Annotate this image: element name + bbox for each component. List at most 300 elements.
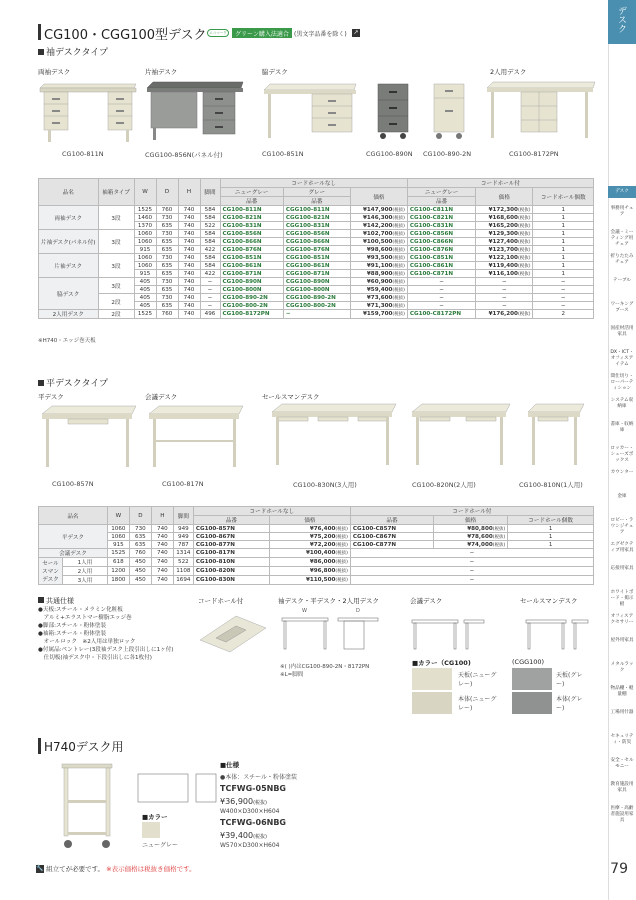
table-cell: CGG100-861N — [283, 262, 350, 270]
desk-image-kaigi — [145, 400, 245, 472]
desk-image-2nin — [485, 78, 597, 146]
table1-note: ※H740・エッジ巻天板 — [38, 338, 96, 344]
wagon-dims-drawing — [134, 760, 224, 814]
spec-line: アルミ+エラストマー樹脂エッジ巻 — [38, 615, 132, 621]
sidebar-item[interactable]: 折りたたみチェア — [610, 254, 634, 265]
th2-h: H — [151, 507, 173, 525]
table-row — [39, 294, 594, 302]
desk-image-salesman-2 — [408, 400, 512, 472]
table-cell: 片袖デスク(パネル付) — [39, 230, 99, 254]
sidebar-item[interactable]: 安全・セルモニー — [610, 758, 634, 769]
table-cell: CGG100-856N — [283, 230, 350, 238]
table-cell: CG100-800N — [220, 286, 283, 294]
table-cell: 1 — [533, 262, 594, 270]
table-cell: 1060 — [134, 262, 156, 270]
table-cell: 1525 — [107, 549, 129, 558]
table-cell: 3段 — [98, 206, 134, 230]
th-kyakukan: 脚間 — [200, 179, 220, 206]
tax-label: (税抜) — [517, 207, 531, 213]
sidebar-item[interactable]: ホワイトボード・掲示板 — [610, 590, 634, 607]
table-cell: 915 — [134, 270, 156, 278]
table-cell: 740 — [151, 576, 173, 585]
tax-label: (税抜) — [392, 303, 405, 309]
table-cell: 片袖デスク — [39, 254, 99, 278]
th-hole: コードホール付 — [407, 179, 593, 188]
table-cell: CGG100-831N — [283, 222, 350, 230]
th-code-2: 品番 — [283, 197, 350, 206]
table-cell: ¥102,700(税抜) — [350, 230, 407, 238]
table-cell: 787 — [173, 541, 193, 549]
tax-label: (税抜) — [517, 231, 531, 237]
table-cell: CGG100-866N — [283, 238, 350, 246]
table-cell: CG100-851N — [220, 254, 283, 262]
sidebar-item[interactable]: エグゼクティブ用家具 — [610, 542, 634, 553]
table-cell: 1200 — [107, 567, 129, 576]
sidebar-item[interactable]: システム収納庫 — [610, 398, 634, 409]
spec-line: ●脚部:スチール・粉体塗装 — [38, 623, 107, 629]
table-cell: CG100-C851N — [407, 254, 475, 262]
table-cell: CGG100-800N — [283, 286, 350, 294]
table-cell: CG100-C877N — [350, 541, 433, 549]
table-cell: ¥75,200(税抜) — [269, 533, 350, 541]
swatch-gray-top — [512, 668, 552, 690]
eco-mark-logo: エコマーク — [207, 29, 229, 37]
section-title-sode: 袖デスクタイプ — [38, 45, 108, 58]
table-cell: 1460 — [134, 214, 156, 222]
th2-w: W — [107, 507, 129, 525]
table-cell: 1060 — [134, 238, 156, 246]
table-cell: − — [533, 286, 594, 294]
table-cell: CG100-C861N — [407, 262, 475, 270]
assembly-icon: 🔧 — [36, 865, 44, 872]
sidebar-item[interactable]: 医療・高齢者施設用家具 — [610, 806, 634, 823]
table-cell: − — [407, 278, 475, 286]
table-cell: ¥122,100(税抜) — [476, 254, 533, 262]
th2-d: D — [129, 507, 151, 525]
th-h: H — [178, 179, 200, 206]
tax-label: (税抜) — [392, 215, 405, 221]
table-cell: CG100-890-2N — [220, 294, 283, 302]
table-cell: CG100-877N — [193, 541, 269, 549]
sidebar-item[interactable]: カウンター — [610, 470, 634, 475]
th-name: 品名 — [39, 179, 99, 206]
table-cell: 422 — [200, 246, 220, 254]
wagon-p2-size: W570×D300×H604 — [220, 842, 280, 849]
table-cell: 1 — [533, 254, 594, 262]
caption-811n: CG100-811N — [62, 150, 104, 158]
label-waki: 脇デスク — [262, 68, 288, 76]
table-row — [39, 278, 594, 286]
table-cell: 635 — [156, 262, 178, 270]
tax-label: (税抜) — [517, 223, 531, 229]
label-katasode: 片袖デスク — [145, 68, 178, 76]
wagon-color-name: ニューグレー — [142, 842, 179, 849]
table-cell: − — [476, 278, 533, 286]
wagon-swatch — [142, 822, 160, 838]
table-cell: CG100-866N — [220, 238, 283, 246]
table-cell: − — [533, 278, 594, 286]
spec-line: 仕切板(袖デスク中・下段引出しに各1枚付) — [38, 655, 152, 661]
sidebar-top-label: デスク — [608, 0, 636, 44]
sidebar-item[interactable]: 書庫・収納庫 — [610, 422, 634, 433]
th2-price-2: 価格 — [434, 516, 508, 525]
table-cell: 915 — [134, 246, 156, 254]
color-label-top2: 天板(グレー) — [556, 672, 583, 688]
table-cell: 2人用デスク — [39, 310, 99, 319]
table-cell: 730 — [156, 294, 178, 302]
table-cell: 2段 — [98, 294, 134, 310]
table-cell: CGG100-890N — [283, 278, 350, 286]
caption-851n: CG100-851N — [262, 150, 304, 158]
sidebar-item[interactable]: 工場用什器 — [610, 710, 634, 715]
table-cell: セールスマンデスク — [39, 558, 63, 585]
table-cell: − — [533, 302, 594, 310]
tax-label: (税抜) — [335, 542, 348, 548]
common-spec-list — [38, 606, 174, 662]
color-title: ■カラー（CG100) — [412, 659, 471, 667]
table-cell: 740 — [151, 567, 173, 576]
table-cell: ¥76,400(税抜) — [269, 525, 350, 533]
table-cell: ¥91,100(税抜) — [350, 262, 407, 270]
color-title-2: (CGG100) — [512, 658, 545, 666]
table-cell: CG100-811N — [220, 206, 283, 214]
swatch-newgray-top — [412, 668, 452, 690]
table-cell: 1 — [508, 525, 594, 533]
sidebar-item[interactable]: ロビー・ラウンジチェア — [610, 518, 634, 535]
table-cell: 1 — [508, 533, 594, 541]
table-cell: 会議デスク — [39, 549, 108, 558]
sidebar-item[interactable]: 教育施設用家具 — [610, 782, 634, 793]
table-cell: ¥98,600(税抜) — [350, 246, 407, 254]
table-cell: − — [476, 294, 533, 302]
table-cell: 740 — [178, 262, 200, 270]
table-cell: 450 — [129, 576, 151, 585]
caption-8172pn: CG100-8172PN — [509, 150, 559, 158]
table-cell: − — [283, 310, 350, 319]
table-cell: 1060 — [107, 525, 129, 533]
common-spec-title: 共通仕様 — [38, 596, 74, 606]
table-cell: 1525 — [134, 206, 156, 214]
color-label-body1: 本体(ニューグレー) — [458, 696, 497, 712]
tax-label: (税抜) — [335, 534, 348, 540]
dims-title: 袖デスク・平デスク・2人用デスク — [278, 597, 379, 605]
table-cell: ¥100,500(税抜) — [350, 238, 407, 246]
table-cell: − — [476, 286, 533, 294]
wagon-spec-body: ●本体：スチール・粉体塗装 — [220, 774, 297, 781]
table-cell: 450 — [129, 558, 151, 567]
dims-drawing-kaigi — [410, 604, 486, 658]
table-cell: 740 — [151, 549, 173, 558]
table-cell: CG100-C871N — [407, 270, 475, 278]
table-cell: CG100-821N — [220, 214, 283, 222]
table-cell: CG100-C867N — [350, 533, 433, 541]
tax-label: (税抜) — [392, 279, 405, 285]
table-cell: 730 — [156, 278, 178, 286]
table-cell: 635 — [129, 533, 151, 541]
tax-label: (税抜) — [335, 578, 348, 583]
wagon-color-title: ■カラー — [142, 813, 168, 821]
table-cell: 1060 — [107, 533, 129, 541]
caption-830n: CG100-830N(3人用) — [293, 481, 357, 489]
table-cell: 405 — [134, 302, 156, 310]
table-cell: 1525 — [134, 310, 156, 319]
th2-nohole: コードホールなし — [193, 507, 350, 516]
table-cell: 1108 — [173, 567, 193, 576]
table-cell: ¥172,300(税抜) — [476, 206, 533, 214]
tax-label: (税抜) — [335, 569, 348, 574]
table-cell: ¥165,200(税抜) — [476, 222, 533, 230]
spec-line: ●付属品:ペントレー(3段袖デスク上段引出しに1ヶ付) — [38, 647, 174, 653]
caption-856n: CGG100-856N(パネル付) — [145, 151, 223, 159]
tax-label: (税抜) — [517, 247, 531, 253]
table-cell: ¥146,300(税抜) — [350, 214, 407, 222]
sidebar-item[interactable]: 応接用家具 — [610, 566, 634, 571]
wagon-image — [56, 760, 120, 860]
wagon-p1-size: W400×D300×H604 — [220, 808, 280, 815]
th2-name: 品名 — [39, 507, 108, 525]
table-cell: CGG100-876N — [283, 246, 350, 254]
spec-table-hira — [38, 506, 594, 585]
th-gray: グレー — [283, 188, 350, 197]
caption-890-2n: CG100-890-2N — [423, 150, 472, 158]
green-note: (黒文字品番を除く) — [294, 31, 347, 38]
green-purchase-badge: グリーン購入法適合 — [232, 28, 292, 38]
table-cell: CG100-831N — [220, 222, 283, 230]
th-newgray: ニューグレー — [220, 188, 283, 197]
table-cell: 740 — [178, 222, 200, 230]
table-cell: 760 — [156, 206, 178, 214]
th2-code-2: 品番 — [350, 516, 433, 525]
table-cell: 3段 — [98, 278, 134, 294]
table-cell: 1800 — [107, 576, 129, 585]
table-cell: 740 — [151, 541, 173, 549]
table-cell: 730 — [129, 525, 151, 533]
table-cell: CG100-C856N — [407, 230, 475, 238]
sidebar-item[interactable]: セキュリティ・防災 — [610, 734, 634, 745]
table-cell: 740 — [178, 294, 200, 302]
dims-drawing-sales — [524, 604, 590, 658]
table-cell: 1060 — [134, 254, 156, 262]
tax-label: (税抜) — [335, 560, 348, 565]
sidebar-item[interactable]: オフィスアクセサリー — [610, 614, 634, 625]
table-cell: − — [200, 294, 220, 302]
table-cell: CG100-861N — [220, 262, 283, 270]
table-cell: CG100-876N — [220, 246, 283, 254]
table-cell: 522 — [173, 558, 193, 567]
table-cell: CGG100-890-2N — [283, 294, 350, 302]
table-cell: CG100-810N — [193, 558, 269, 567]
table-cell: ¥119,400(税抜) — [476, 262, 533, 270]
table-cell: 522 — [200, 222, 220, 230]
table-cell: 740 — [178, 206, 200, 214]
table-cell: 584 — [200, 206, 220, 214]
table-cell: − — [476, 302, 533, 310]
table-cell: ¥142,200(税抜) — [350, 222, 407, 230]
sidebar-item[interactable]: 会議・ミーティング用チェア — [610, 230, 634, 247]
table-cell: CG100-817N — [193, 549, 269, 558]
table-row — [39, 576, 594, 585]
wagon-p1-price — [220, 797, 267, 806]
tax-label: (税抜) — [392, 255, 405, 261]
table-cell: 618 — [107, 558, 129, 567]
table-cell: ¥72,200(税抜) — [269, 541, 350, 549]
table-cell: ¥147,900(税抜) — [350, 206, 407, 214]
sidebar-item[interactable]: ワーキングブース — [610, 302, 634, 313]
tax-label: (税抜) — [392, 295, 405, 301]
table-cell: 2 — [533, 310, 594, 319]
table-row — [39, 206, 594, 214]
table-cell: 2段 — [98, 310, 134, 319]
tax-label: (税抜) — [517, 263, 531, 269]
table-cell: ¥96,800(税抜) — [269, 567, 350, 576]
table-cell: 1 — [533, 238, 594, 246]
th-code-3: 品番 — [407, 197, 475, 206]
wagon-p2-price — [220, 831, 267, 840]
label-hira: 平デスク — [38, 393, 64, 401]
table-cell: CG100-830N — [193, 576, 269, 585]
table-cell: 740 — [178, 238, 200, 246]
table-cell: ¥123,700(税抜) — [476, 246, 533, 254]
table-cell: 両袖デスク — [39, 206, 99, 230]
sidebar-item[interactable]: 国産材活用家具 — [610, 326, 634, 337]
table-cell: − — [350, 567, 593, 576]
table-cell: CG100-C8172PN — [407, 310, 475, 319]
caption-810n: CG100-810N(1人用) — [519, 481, 583, 489]
table-cell: − — [407, 286, 475, 294]
tax-label: (税抜) — [392, 247, 405, 253]
table-cell: ¥60,900(税抜) — [350, 278, 407, 286]
table-cell: 635 — [156, 270, 178, 278]
table-cell: CG100-C876N — [407, 246, 475, 254]
spec-line: ●袖箱:スチール・粉体塗装 — [38, 631, 107, 637]
sidebar-item[interactable]: DX・ICT・オフィスアイテム — [610, 350, 634, 367]
th2-code: 品番 — [193, 516, 269, 525]
sidebar-item[interactable]: 間仕切り・ローパーティション — [610, 374, 634, 391]
page-number: 79 — [610, 861, 628, 877]
footer-tax-note: ※表示価格は税抜き価格です。 — [106, 865, 196, 873]
desk-image-waki-gray — [374, 82, 414, 144]
table-cell: 405 — [134, 294, 156, 302]
table-cell: ¥100,400(税抜) — [269, 549, 350, 558]
table-cell: 740 — [178, 310, 200, 319]
sidebar-item[interactable]: メタルラック — [610, 662, 634, 673]
sidebar-item[interactable]: 物品棚・軽量棚 — [610, 686, 634, 697]
th2-hole-count: コードホール個数 — [508, 516, 594, 525]
wagon-p1-tax: (税抜) — [253, 800, 267, 806]
tax-label: (税抜) — [392, 207, 405, 213]
sidebar-item[interactable]: 屋外用家具 — [610, 638, 634, 643]
tax-label: (税抜) — [392, 271, 405, 277]
table-cell: 584 — [200, 214, 220, 222]
table-cell: ¥110,500(税抜) — [269, 576, 350, 585]
desk-image-katasode — [145, 78, 245, 146]
wagon-p1-code: TCFWG-05NBG — [220, 784, 286, 793]
table-cell: CGG100-800-2N — [283, 302, 350, 310]
table-cell: ¥127,400(税抜) — [476, 238, 533, 246]
section-title-hira: 平デスクタイプ — [38, 376, 108, 389]
label-kaigi: 会議デスク — [145, 393, 178, 401]
table-cell: CG100-C831N — [407, 222, 475, 230]
tax-label: (税抜) — [335, 551, 348, 556]
th2-hole: コードホール付 — [350, 507, 593, 516]
table-row — [39, 567, 594, 576]
table-cell: 1 — [533, 214, 594, 222]
tax-label: (税抜) — [335, 526, 348, 532]
sidebar-item[interactable]: 金庫 — [617, 494, 627, 499]
wagon-p2-price-value: ¥39,400 — [220, 831, 254, 840]
table-cell: 450 — [129, 567, 151, 576]
table-cell: 1 — [533, 230, 594, 238]
table-cell: 635 — [156, 246, 178, 254]
tax-label: (税抜) — [492, 526, 506, 532]
dims-sales-title: セールスマンデスク — [520, 597, 578, 605]
table-cell: CG100-856N — [220, 230, 283, 238]
tax-label: (税抜) — [392, 223, 405, 229]
tax-label: (税抜) — [517, 255, 531, 261]
table-row — [39, 541, 594, 549]
table-cell: CG100-8172PN — [220, 310, 283, 319]
table-cell: 730 — [156, 230, 178, 238]
table-cell: ¥80,800(税抜) — [434, 525, 508, 533]
table-cell: 584 — [200, 254, 220, 262]
table-cell: 760 — [129, 549, 151, 558]
label-ryosode: 両袖デスク — [38, 68, 71, 76]
table-cell: − — [200, 286, 220, 294]
table-cell: 949 — [173, 525, 193, 533]
table-cell: − — [407, 294, 475, 302]
tax-label: (税抜) — [392, 231, 405, 237]
table-cell: ¥78,600(税抜) — [434, 533, 508, 541]
table-cell: 3段 — [98, 230, 134, 254]
table-cell: ¥74,000(税抜) — [434, 541, 508, 549]
table-cell: 635 — [156, 222, 178, 230]
sidebar-item[interactable]: 事務用チェア — [610, 206, 634, 217]
table-cell: ¥93,500(税抜) — [350, 254, 407, 262]
table-cell: CG100-867N — [193, 533, 269, 541]
sidebar-item[interactable]: テーブル — [613, 278, 631, 283]
table-cell: − — [407, 302, 475, 310]
th-d: D — [156, 179, 178, 206]
caption-857n: CG100-857N — [52, 480, 94, 488]
sidebar-item[interactable]: ロッカー・シューズボックス — [610, 446, 634, 463]
wagon-p1-price-value: ¥36,900 — [220, 797, 254, 806]
table-cell: 2人用 — [63, 567, 108, 576]
table-cell: 740 — [151, 525, 173, 533]
desk-image-waki-2dan — [430, 82, 470, 144]
tax-label: (税抜) — [517, 271, 531, 277]
table-cell: 635 — [129, 541, 151, 549]
table-cell: 635 — [156, 302, 178, 310]
table-cell: 740 — [178, 214, 200, 222]
table-cell: 584 — [200, 262, 220, 270]
table-cell: 1 — [533, 206, 594, 214]
table-cell: 平デスク — [39, 525, 108, 549]
table-cell: 3人用 — [63, 576, 108, 585]
svg-text:W: W — [302, 608, 307, 614]
table-cell: CG100-871N — [220, 270, 283, 278]
label-2nin: 2人用デスク — [490, 68, 527, 76]
table-cell: CG100-820N — [193, 567, 269, 576]
table-cell: 1314 — [173, 549, 193, 558]
table-row — [39, 230, 594, 238]
table-cell: 740 — [178, 254, 200, 262]
table-cell: − — [200, 302, 220, 310]
table-cell: 730 — [156, 214, 178, 222]
sidebar-item[interactable]: デスク — [608, 186, 636, 198]
th-price: 価格 — [350, 188, 407, 206]
table-cell: CG100-857N — [193, 525, 269, 533]
table-cell: 1370 — [134, 222, 156, 230]
